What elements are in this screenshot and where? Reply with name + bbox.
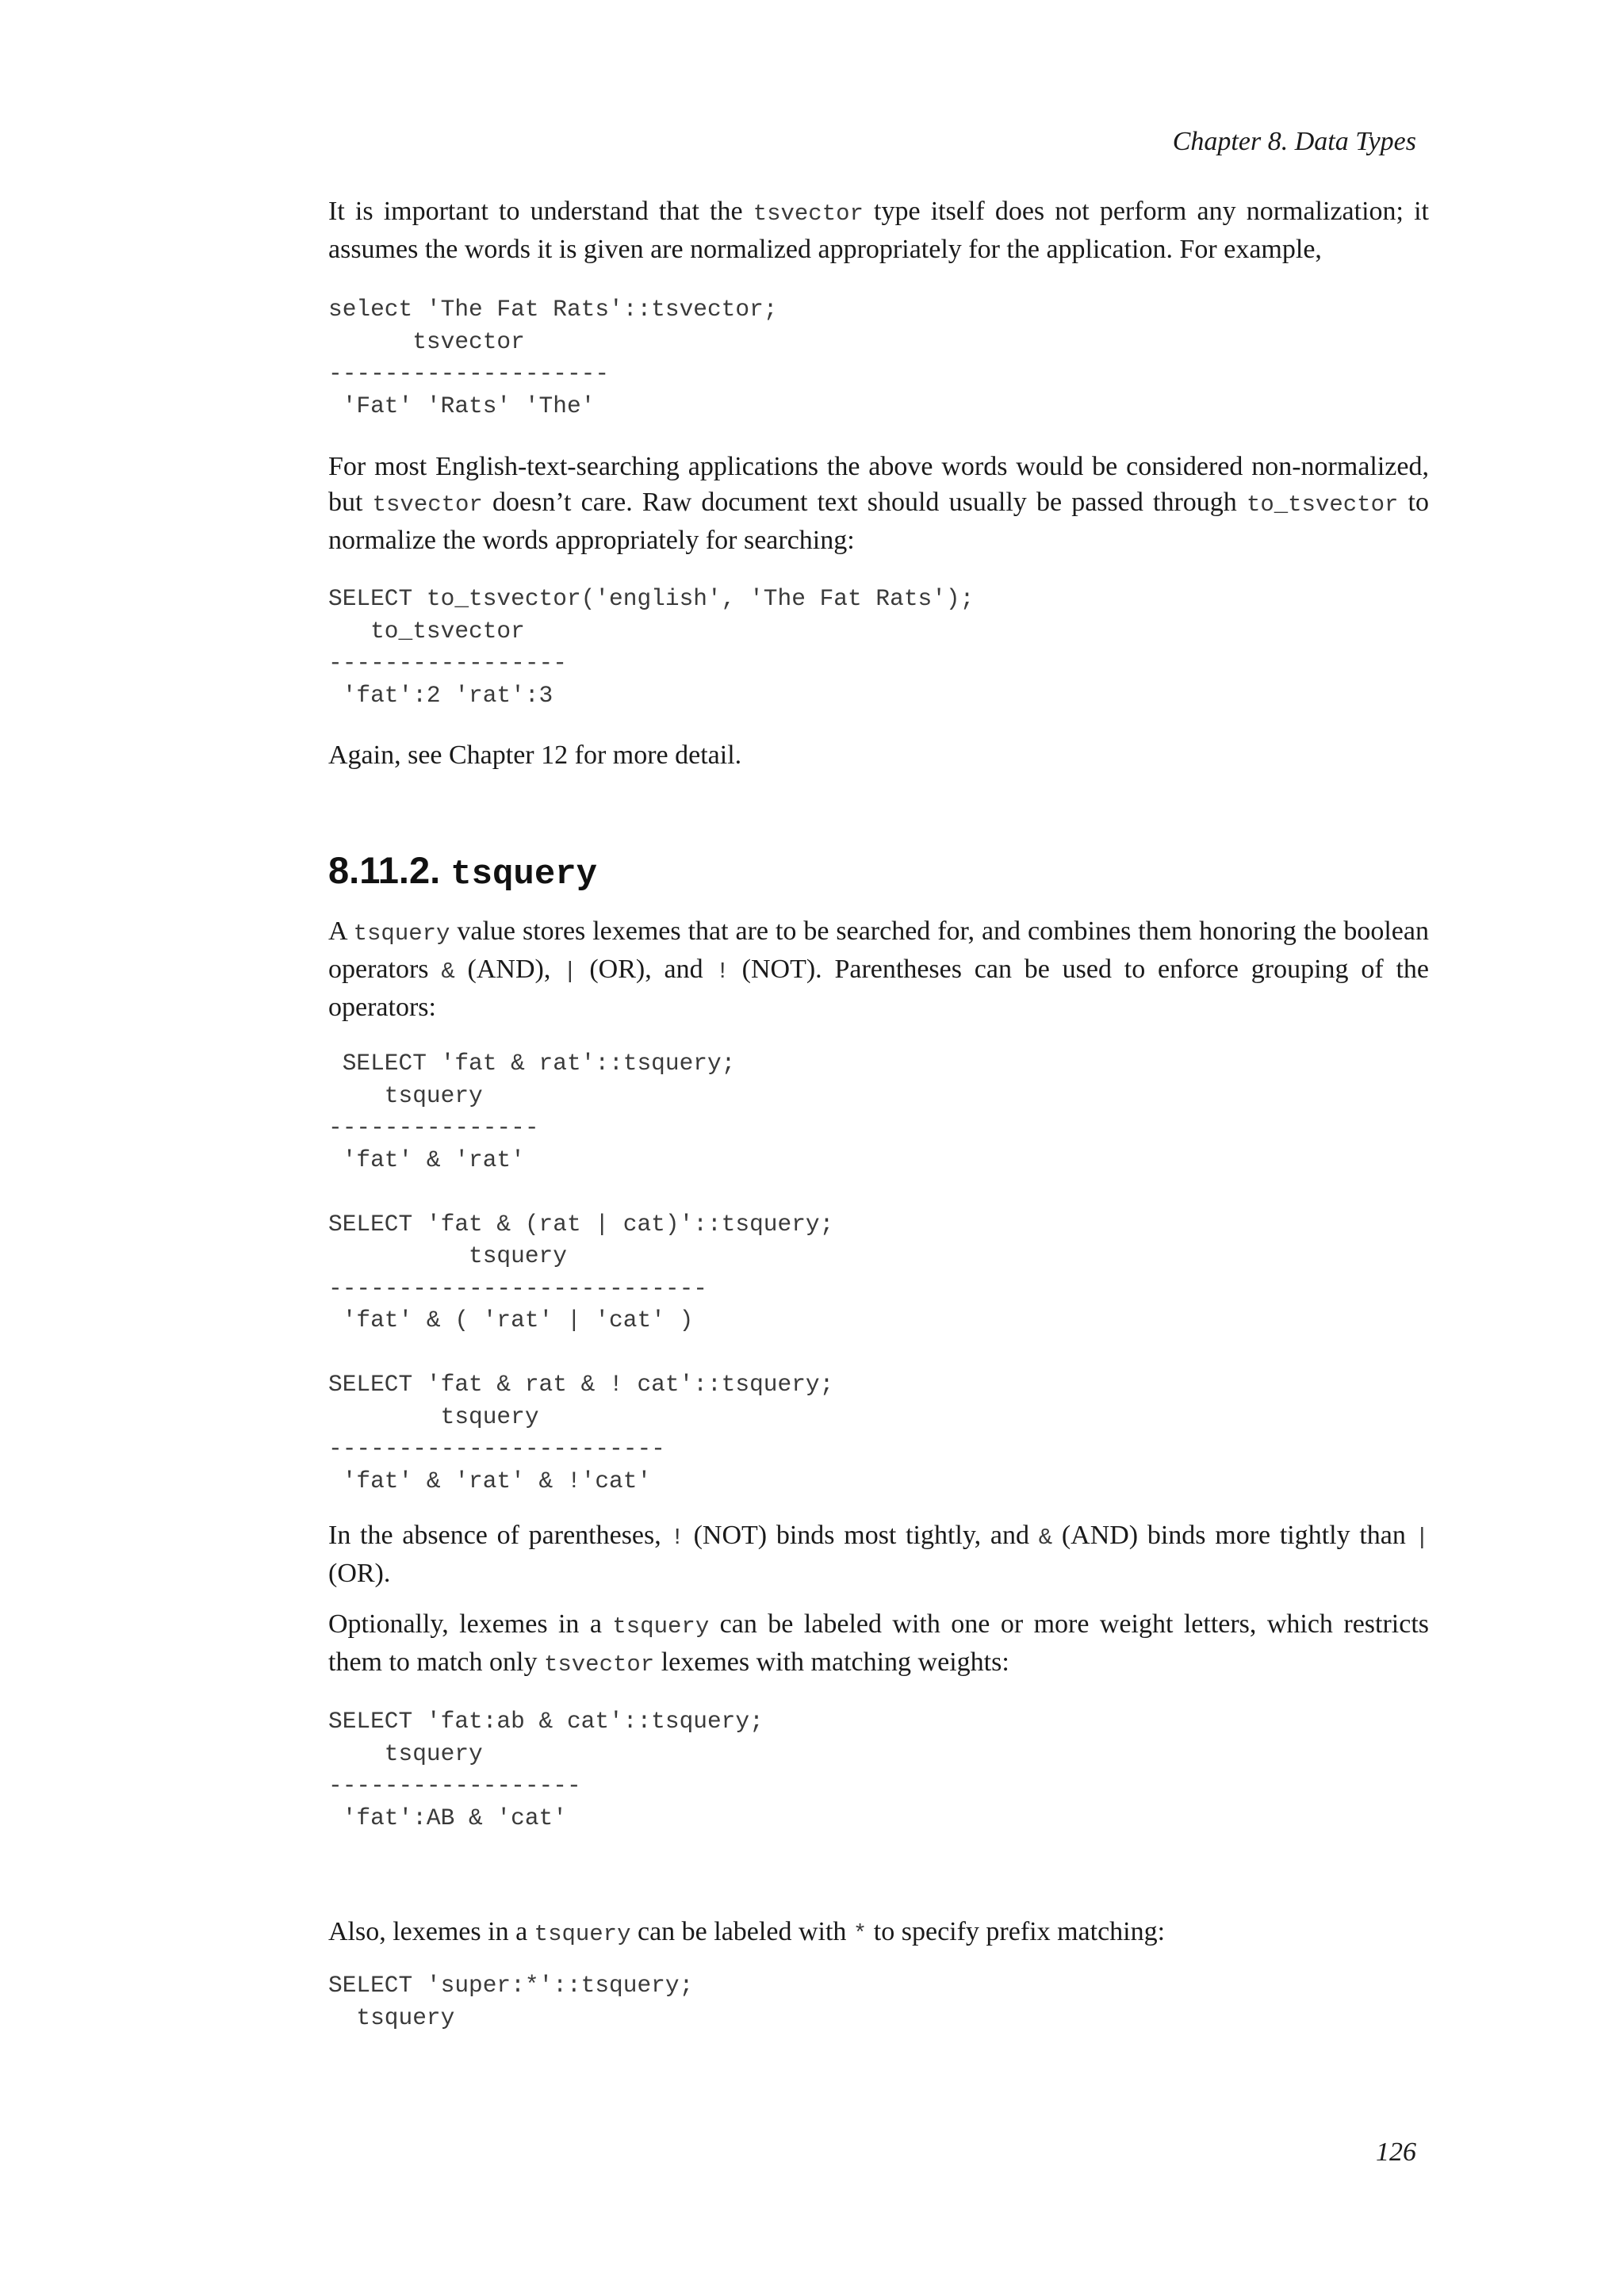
text-run: can be labeled with one or more weight letters, which restricts them to match only <box>328 1609 1429 1677</box>
code-line: to_tsvector <box>328 617 525 645</box>
paragraph-english-normalization <box>328 449 1429 558</box>
inline-code: ! <box>670 1525 684 1551</box>
text-run: to specify prefix matching: <box>867 1917 1166 1946</box>
code-line: SELECT 'fat:ab & cat'::tsquery; <box>328 1708 764 1735</box>
text-run: Optionally, lexemes in a <box>328 1609 613 1639</box>
inline-code: & <box>1038 1525 1053 1551</box>
text-run: (NOT) binds most tightly, and <box>684 1521 1039 1550</box>
code-line: 'Fat' 'Rats' 'The' <box>328 392 596 419</box>
code-block-weight-example <box>328 1705 764 1834</box>
inline-code: tsvector <box>753 201 864 227</box>
code-line: tsquery <box>328 1402 539 1430</box>
code-line: SELECT to_tsvector('english', 'The Fat Rats'); <box>328 585 975 612</box>
paragraph-operator-precedence <box>328 1517 1429 1591</box>
code-line: ------------------ <box>328 1772 581 1799</box>
code-line: SELECT 'fat & rat'::tsquery; <box>328 1050 736 1077</box>
code-line: tsquery <box>328 1739 483 1767</box>
text-run: to normalize the words appropriately for searching: <box>328 488 1429 555</box>
inline-code: & <box>441 959 455 985</box>
text-run: doesn’t care. Raw document text should usually be passed through <box>482 488 1247 517</box>
code-block-tsquery-examples <box>328 1047 833 1497</box>
text-run: (OR), and <box>576 955 716 984</box>
code-line <box>328 1337 833 1369</box>
text-run: lexemes with matching weights: <box>654 1647 1009 1677</box>
section-heading <box>328 848 597 894</box>
paragraph-tsvector-normalization <box>328 193 1429 267</box>
code-line: tsquery <box>328 2003 455 2031</box>
code-line: 'fat':AB & 'cat' <box>328 1804 567 1831</box>
code-block-to-tsvector-example <box>328 583 974 711</box>
text-run: (AND) binds more tightly than <box>1052 1521 1415 1550</box>
code-line: select 'The Fat Rats'::tsvector; <box>328 296 778 323</box>
inline-code: tsquery <box>534 1921 631 1947</box>
inline-code: | <box>1415 1525 1429 1551</box>
paragraph-prefix-matching <box>328 1914 1429 1952</box>
paragraph-see-chapter: Again, see Chapter 12 for more detail. <box>328 740 742 770</box>
code-line: tsquery <box>328 1242 567 1269</box>
text-run: In the absence of parentheses, <box>328 1521 671 1550</box>
code-line: ----------------- <box>328 649 567 676</box>
code-block-tsvector-example <box>328 293 778 422</box>
code-line: ------------------------ <box>328 1435 665 1462</box>
inline-code: tsvector <box>543 1651 655 1678</box>
text-run: A <box>328 916 354 946</box>
inline-code: * <box>852 1921 868 1947</box>
text-run: value stores lexemes that are to be searched for, and combines them honoring the boolean operators <box>328 916 1429 984</box>
text-run: (AND), <box>454 955 564 984</box>
inline-code: | <box>563 959 577 985</box>
text-run: It is important to understand that the <box>328 197 753 226</box>
code-line: --------------------------- <box>328 1274 707 1302</box>
code-line <box>328 1176 833 1208</box>
inline-code: tsquery <box>353 920 450 947</box>
text-run: type itself does not perform any normalization; it assumes the words it is given are normalized appropriately for the application. For example, <box>328 197 1429 264</box>
code-block-prefix-example <box>328 1969 693 2034</box>
text-run: Also, lexemes in a <box>328 1917 534 1946</box>
paragraph-weight-labels <box>328 1606 1429 1682</box>
code-line: tsvector <box>328 327 525 355</box>
code-line: SELECT 'super:*'::tsquery; <box>328 1972 694 1999</box>
inline-code: to_tsvector <box>1246 492 1399 518</box>
text-run: can be labeled with <box>630 1917 853 1946</box>
code-line: 'fat':2 'rat':3 <box>328 681 553 709</box>
running-header: Chapter 8. Data Types <box>1172 127 1416 156</box>
code-line: -------------------- <box>328 360 610 387</box>
section-number: 8.11.2. <box>328 849 441 891</box>
code-line: 'fat' & 'rat' & !'cat' <box>328 1467 652 1494</box>
inline-code: tsvector <box>372 492 483 518</box>
text-run: (OR). <box>328 1559 391 1588</box>
section-code: tsquery <box>450 855 598 894</box>
code-line: 'fat' & ( 'rat' | 'cat' ) <box>328 1307 694 1334</box>
code-line: 'fat' & 'rat' <box>328 1146 525 1173</box>
code-line: --------------- <box>328 1114 539 1141</box>
inline-code: tsquery <box>612 1613 710 1640</box>
text-run: (NOT). Parentheses can be used to enforce grouping of the operators: <box>328 955 1429 1022</box>
code-line: SELECT 'fat & rat & ! cat'::tsquery; <box>328 1371 834 1398</box>
page-number: 126 <box>1376 2137 1416 2167</box>
text-run: For most English-text-searching applications the above words would be considered non-normalized, but <box>328 452 1429 517</box>
code-line: tsquery <box>328 1081 483 1109</box>
inline-code: ! <box>715 959 730 985</box>
code-line: SELECT 'fat & (rat | cat)'::tsquery; <box>328 1210 834 1238</box>
paragraph-tsquery-description <box>328 913 1429 1025</box>
